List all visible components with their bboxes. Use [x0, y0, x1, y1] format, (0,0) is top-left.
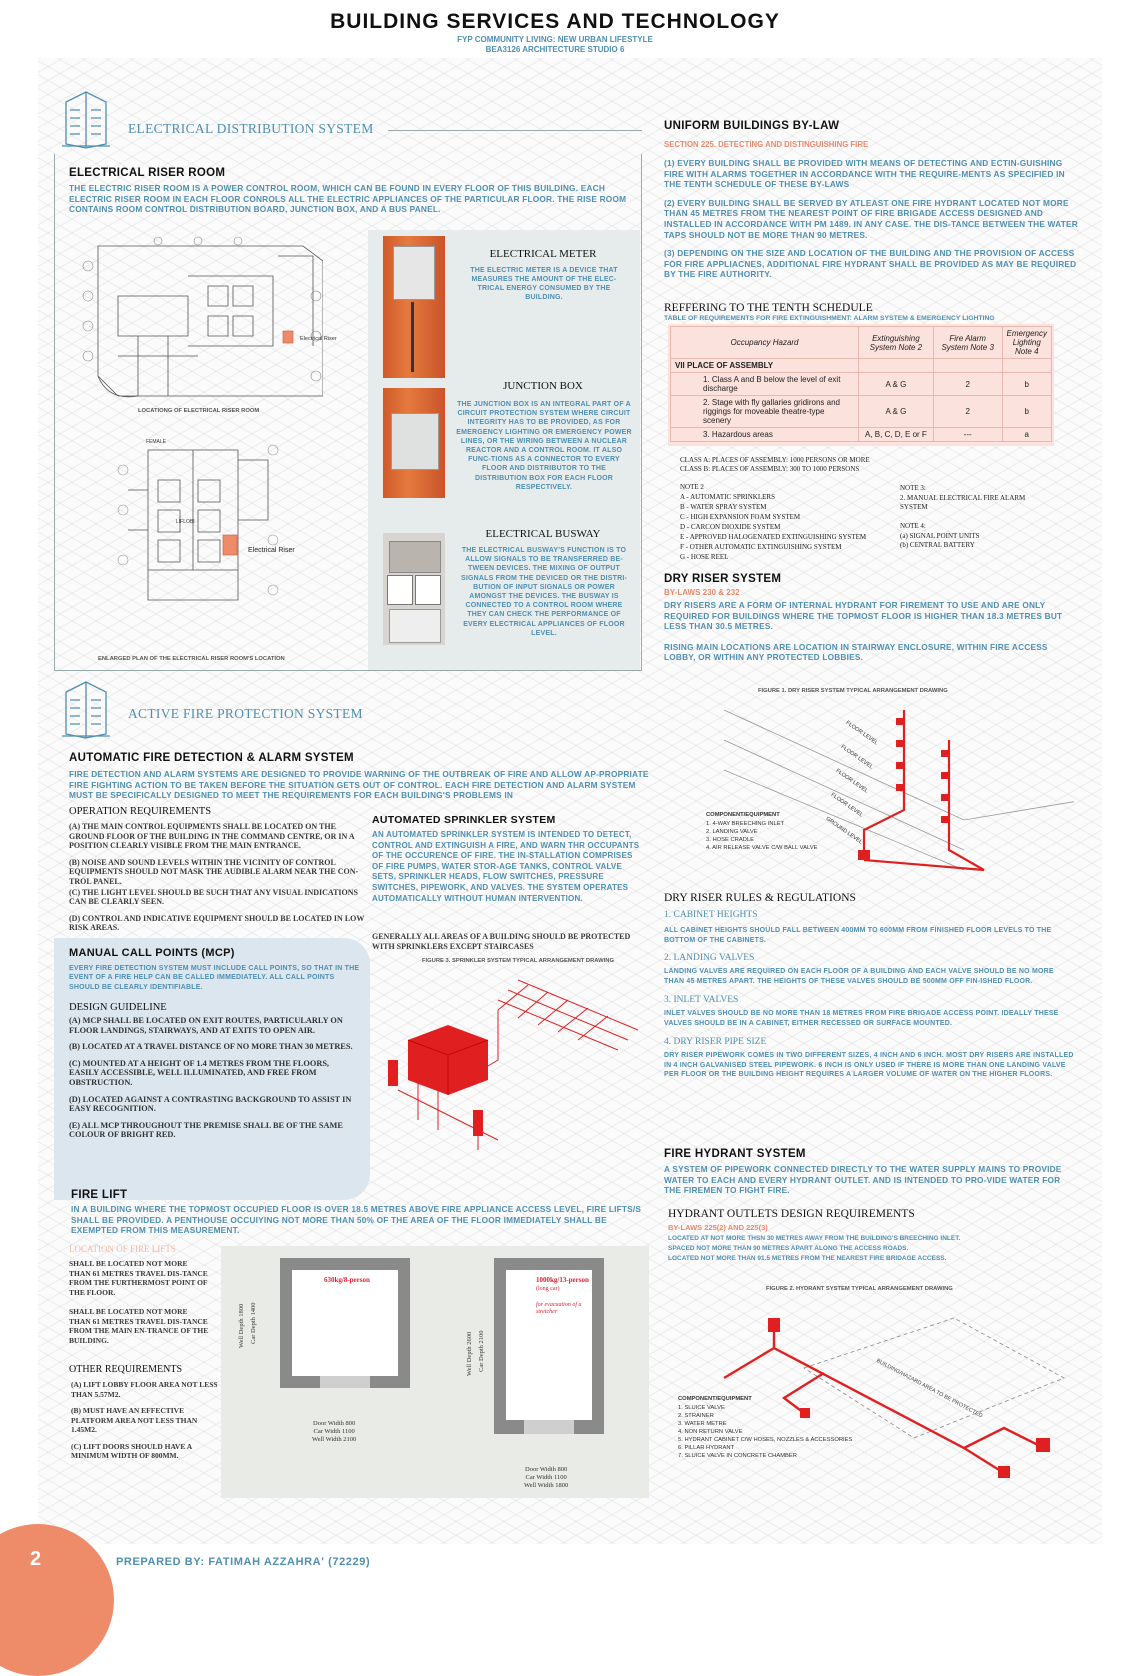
- bylaw-p3: (3) DEPENDING ON THE SIZE AND LOCATION OF THE BUILDING AND THE PROVISION OF ACCESS FOR FIRE APPLIACNES, ADDITIONAL FIRE HYDRANT SHALL BE PROVIDED AS MAY BE REQUIRED BY THE FIRE AUTHORITY.: [664, 248, 1077, 280]
- hydrant-components: COMPONENT/EQUIPMENT 1. SLUICE VALVE 2. STRAINER 3. WATER METRE 4. NON RETURN VALVE 5. HYDRANT CABINET C/W HOSES, NOZZLES & ACCESSORIES 6. PILLAR HYDRANT 7. SLUICE VALVE IN CONCRETE CHAMBER: [678, 1396, 853, 1459]
- junction-box-text: THE JUNCTION BOX IS AN INTEGRAL PART OF A CIRCUIT PROTECTION SYSTEM WHERE CIRCUIT INTEGRITY HAS TO BE PROVIDED, AS FOR EMERGENCY LIGHTING OR EMERGENCY POWER LINES, OR THE WIRING BETWEEN A NUCLEAR REACTOR AND A CONTROL ROOM. IT ALSO FUNC-TIONS AS A CONNECTOR TO EVERY FLOOR AND DISTRIBUTOR TO THE DISTRIBUTION BOX FOR EACH FLOOR RESPECTIVELY.: [456, 401, 632, 491]
- active-fire-section-title: ACTIVE FIRE PROTECTION SYSTEM: [128, 706, 363, 721]
- enlarged-plan-riser-label: Electrical Riser: [248, 547, 295, 554]
- page-number: 2: [30, 1548, 42, 1570]
- note-3-list: NOTE 3: 2. MANUAL ELECTRICAL FIRE ALARM SYSTEM: [900, 484, 1026, 511]
- note-2-list: NOTE 2 A - AUTOMATIC SPRINKLERS B - WATER SPRAY SYSTEM C - HIGH EXPANSION FOAM SYSTEM D - CARCON DIOXIDE SYSTEM E - APPROVED HALOGENATED EXTINGUISHING SYSTEM F - OTHER AUTOMATIC EXTINGUISHING SYSTEM G - HOSE REEL: [680, 483, 867, 561]
- floor-level-label: FLOOR LEVEL: [839, 744, 874, 771]
- lift-2-capacity-note: (long car): [536, 1286, 560, 1292]
- dry-riser-components: COMPONENT/EQUIPMENT 1. 4-WAY BREECHING INLET 2. LANDING VALVE 3. HOSE CRADLE 4. AIR RELEASE VALVE C/W BALL VALVE: [706, 812, 818, 851]
- section-rule: [388, 130, 642, 131]
- lift-2-dims: Door Width 800 Car Width 1100 Well Width 1800: [524, 1466, 569, 1489]
- busway-photo: [383, 533, 445, 645]
- hydrant-req-heading: HYDRANT OUTLETS DESIGN REQUIREMENTS: [668, 1208, 915, 1220]
- hydrant-area-label: BUILDING/HAZARD AREA TO BE PROTECTED: [875, 1358, 984, 1420]
- dry-riser-drawing: [664, 700, 1074, 880]
- page-title: BUILDING SERVICES AND TECHNOLOGY: [330, 10, 780, 33]
- building-icon: [60, 674, 112, 740]
- lift-1-dims: Door Width 800 Car Width 1100 Well Width 2100: [312, 1420, 357, 1443]
- hydrant-req-list: LOCATED AT NOT MORE THSN 30 METRES AWAY FROM THE BUILDING'S BREECHING INLET. SPACED NOT MORE THAN 90 METRES APART ALONG THE ACCESS ROADS. LOCATED NOT MORE THAN 91.5 METRES FROM THE NEAREST FIRE BRIDAGE ACCESS.: [668, 1235, 961, 1262]
- table-row: 2. Stage with fly gallaries gridirons and riggings for moveable theatre-type scenery A & G 2 b: [671, 396, 1052, 428]
- prepared-by: PREPARED BY: FATIMAH AZZAHRA' (72229): [116, 1556, 371, 1568]
- hydrant-text: A SYSTEM OF PIPEWORK CONNECTED DIRECTLY TO THE WATER SUPPLY MAINS TO PROVIDE WATER TO EACH AND EVERY HYDRANT OUTLET. AND IS INTENDED TO PRO-VIDE WATER FOR THE FIREMEN TO FIGHT FIRE.: [664, 1164, 1062, 1196]
- hydrant-heading: FIRE HYDRANT SYSTEM: [664, 1148, 806, 1160]
- junction-box-title: JUNCTION BOX: [503, 380, 583, 392]
- dry-riser-body: DRY RISERS ARE A FORM OF INTERNAL HYDRANT FOR FIREMENT TO USE AND ARE ONLY REQUIRED FOR BUILDINGS WHERE THE TOPMOST FLOOR IS HIGHER THAN 18.3 METRES BUT LESS THAN 30.5 METRES. RISING MAIN LOCATIONS ARE LOCATION IN STAIRWAY ENCLOSURE, WITHIN FIRE ACCESS LOBBY, OR WITHIN ANY PROTECTED LOBBIES.: [664, 600, 1063, 663]
- riser-room-heading: ELECTRICAL RISER ROOM: [69, 167, 226, 179]
- lift-2-car-depth: Car Depth 2100: [478, 1330, 485, 1372]
- riser-plan-label: Electrical Riser: [300, 336, 337, 342]
- page-number-badge: [0, 1524, 114, 1676]
- riser-location-plan: [78, 236, 323, 406]
- tenth-schedule-heading: REFFERING TO THE TENTH SCHEDULE: [664, 302, 873, 314]
- sprinkler-text: AN AUTOMATED SPRINKLER SYSTEM IS INTENDED TO DETECT, CONTROL AND EXTINGUISH A FIRE, AND WARN THR OCCUPANTS OF THE OCCURENCE OF FIRE. THE IN-STALLATION COMPRISES OF FIRE PUMPS, WATER STOR-AGE TANKS, CONTROL VALVE SETS, SPRINKLER HEADS, FLOW SWITCHES, PRESSURE SWITCHES, PIPEWORK, AND VALVES. THE SYSTEM OPERATES AUTOMATICALLY WITHOUT HUMAN INTERVENTION.: [372, 830, 640, 903]
- bylaw-heading: UNIFORM BUILDINGS BY-LAW: [664, 120, 840, 132]
- lift-1-capacity: 630kg/8-person: [324, 1276, 370, 1284]
- dry-riser-heading: DRY RISER SYSTEM: [664, 573, 782, 585]
- table-header: Occupancy Hazard: [671, 327, 859, 359]
- junction-box-photo: [383, 388, 445, 498]
- table-group: VII PLACE OF ASSEMBLY: [671, 359, 859, 373]
- fire-lift-location-heading: LOCATION OF FIRE LIFTS: [69, 1244, 176, 1254]
- table-header: Fire Alarm System Note 3: [933, 327, 1002, 359]
- sprinkler-figure-caption: FIGURE 3. SPRINKLER SYSTEM TYPICAL ARRANGEMENT DRAWING: [422, 958, 614, 964]
- floor-level-label: FLOOR LEVEL: [844, 720, 879, 747]
- table-header: Extinguishing System Note 2: [858, 327, 933, 359]
- table-row: 1. Class A and B below the level of exit discharge A & G 2 b: [671, 373, 1052, 396]
- bylaw-body: [664, 158, 1084, 284]
- lift-2-shaft: [494, 1258, 604, 1434]
- enlarged-riser-plan: [108, 430, 288, 610]
- lift-1-car-depth: Car Depth 1400: [250, 1302, 257, 1344]
- fire-lift-text: IN A BUILDING WHERE THE TOPMOST OCCUPIED FLOOR IS OVER 18.5 METRES ABOVE FIRE APPLIANCE ACCESS LEVEL, FIRE LIFTS/S SHALL BE PROVIDED. A PENTHOUSE OCCUIYING NOT MORE THAN 50% OF THE AREA OF THE FLOOR IMMEDIATELY SHALL BE EXEMPTED FROM THIS MEASUREMENT.: [71, 1204, 642, 1236]
- lift-2-capacity: 1000kg/13-person: [536, 1276, 589, 1284]
- class-notes: CLASS A: PLACES OF ASSEMBLY: 1000 PERSONS OR MORE CLASS B: PLACES OF ASSEMBLY: 300 TO 1000 PERSONS: [680, 456, 870, 473]
- bylaw-section: SECTION 225. DETECTING AND DISTINGUISHING FIRE: [664, 140, 869, 149]
- electrical-section-title: ELECTRICAL DISTRIBUTION SYSTEM: [128, 121, 374, 136]
- guideline-heading: DESIGN GUIDELINE: [69, 1002, 167, 1013]
- page-subtitle-2: BEA3126 ARCHITECTURE STUDIO 6: [485, 45, 625, 54]
- page-subtitle-1: FYP COMMUNITY LIVING: NEW URBAN LIFESTYLE: [457, 35, 653, 44]
- electrical-meter-text: THE ELECTRIC METER IS A DEVICE THAT MEASURES THE AMOUNT OF THE ELEC-TRICAL ENERGY CONSUMED BY THE BUILDING.: [470, 267, 618, 301]
- mcp-text: EVERY FIRE DETECTION SYSTEM MUST INCLUDE CALL POINTS, SO THAT IN THE EVENT OF A FIRE HELP CAN BE CALLED IMMEDIATELY. ALL CALL POINTS SHOULD BE CLEARLY IDENTIFIABLE.: [69, 965, 360, 991]
- sprinkler-drawing: [378, 970, 648, 1170]
- busway-text: THE ELECTRICAL BUSWAY'S FUNCTION IS TO ALLOW SIGNALS TO BE TRANSFERRED BE-TWEEN DEVICES. THE MIXING OF OUTPUT SIGNALS FROM THE DEVICED OR THE DISTRI-BUTION OF INPUT SIGNALS OR POWER AMONGST THE DEVICES. THE BUSWAY IS CONNECTED TO A CONTROL ROOM WHERE THEY CAN CHECK THE PERFORMANCE OF EVERY ELECTRICAL APPLIANCES OF FLOOR LEVEL.: [460, 547, 628, 637]
- building-icon: [60, 84, 112, 150]
- operation-heading: OPERATION REQUIREMENTS: [69, 806, 212, 817]
- table-row: 3. Hazardous areas A, B, C, D, E or F --- a: [671, 428, 1052, 442]
- enlarged-plan-caption: ENLARGED PLAN OF THE ELECTRICAL RISER ROOM'S LOCATION: [98, 656, 285, 662]
- other-req-list: (A) LIFT LOBBY FLOOR AREA NOT LESS THAN 5.57M2. (B) MUST HAVE AN EFFECTIVE PLATFORM AREA NOT LESS THAN 1.45M2. (C) LIFT DOORS SHOULD HAVE A MINIMUM WIDTH OF 800MM.: [71, 1380, 218, 1460]
- table-header: Emergency Lighting Note 4: [1002, 327, 1051, 359]
- hydrant-figure-caption: FIGURE 2. HYDRANT SYSTEM TYPICAL ARRANGEMENT DRAWING: [766, 1286, 953, 1292]
- riser-rules-list: 1. CABINET HEIGHTS ALL CABINET HEIGHTS SHOULD FALL BETWEEN 400MM TO 600MM FROM FINISHED FLOOR LEVELS TO THE BOTTOM OF THE CABINETS. 2. LANDING VALVES LANDING VALVES ARE REQUIRED ON EACH FLOOR OF A BUILDING AND EACH VALVE SHOULD BE NO MORE THAN 45 METRES APART. THE HEIGHTS OF THESE VALVES SHOULD BE 500MM OFF FIN-ISHED FLOOR. 3. INLET VALVES INLET VALVES SHOULD BE NO MORE THAN 18 METRES FROM FIRE BRIGADE ACCESS POINT. IDEALLY THESE VALVES SHOULD BE IN A CABINET, EITHER RECESSED OR SURFACE MOUNTED. 4. DRY RISER PIPE SIZE DRY RISER PIPEWORK COMES IN TWO DIFFERENT SIZES, 4 INCH AND 6 INCH. MOST DRY RISERS ARE INSTALLED IN 4 INCH GALVANISED STEEL PIPEWORK. 6 INCH IS ONLY USED IF THERE IS MORE THAN ONE LANDING VALVE PER FLOOR OR THE BUILDING HEIGHT REQUIRES A LARGER VOLUME OF WATER ON THE HIGHER FLOORS.: [664, 910, 1074, 1078]
- dry-riser-figure-caption: FIGURE 1. DRY RISER SYSTEM TYPICAL ARRANGEMENT DRAWING: [758, 688, 948, 694]
- sprinkler-heading: AUTOMATED SPRINKLER SYSTEM: [372, 814, 556, 826]
- guideline-list: (A) MCP SHALL BE LOCATED ON EXIT ROUTES, PARTICULARLY ON FLOOR LANDINGS, STAIRWAYS, AND AT EXITS TO OPEN AIR. (B) LOCATED AT A TRAVEL DISTANCE OF NO MORE THAN 30 METRES. (C) MOUNTED AT A HEIGHT OF 1.4 METRES FROM THE FLOORS, EASILY ACCESSIBLE, WELL ILLUMINATED, AND FREE FROM OBSTRUCTION. (D) LOCATED AGAINST A CONTRASTING BACKGROUND TO ASSIST IN EASY RECOGNITION. (E) ALL MCP THROUGHOUT THE PREMISE SHALL BE OF THE SAME COLOUR OF BRIGHT RED.: [69, 1016, 353, 1140]
- electrical-meter-title: ELECTRICAL METER: [489, 248, 597, 260]
- sprinkler-note: GENERALLY ALL AREAS OF A BUILDING SHOULD BE PROTECTED WITH SPRINKLERS EXCEPT STAIRCASES: [372, 932, 631, 951]
- lift-2-well-depth: Well Depth 2600: [466, 1331, 473, 1376]
- fire-lift-heading: FIRE LIFT: [71, 1189, 128, 1201]
- riser-room-text: THE ELECTRIC RISER ROOM IS A POWER CONTROL ROOM, WHICH CAN BE FOUND IN EVERY FLOOR OF THIS BUILDING. EACH ELECTRIC RISER ROOM IN EACH FLOOR CONROLS ALL THE ELECTRIC APPLIANCES OF THE PARTICULAR FLOOR. THE RISE ROOM CONTAINS ROOM CONTROL DISTRIBUTION BOARD, JUNCTION BOX, AND A BUS PANEL.: [69, 183, 627, 215]
- alarm-text: FIRE DETECTION AND ALARM SYSTEMS ARE DESIGNED TO PROVIDE WARNING OF THE OUTBREAK OF FIRE AND ALLOW AP-PROPRIATE FIRE FIGHTING ACTION TO BE TAKEN BEFORE THE SITUATION GETS OUT OF CONTROL. EACH FIRE DETECTION AND ALARM SYSTEM MUST BE SPECIFICALLY DESIGNED TO MEET THE REQUIREMENTS FOR EACH BUILDING'S PROBLEMS IN: [69, 769, 649, 801]
- tenth-schedule-sub: TABLE OF REQUIREMENTS FOR FIRE EXTINGUISHMENT: ALARM SYSTEM & EMERGENCY LIGHTING: [664, 315, 995, 322]
- electrical-meter-photo: [383, 236, 445, 378]
- alarm-heading: AUTOMATIC FIRE DETECTION & ALARM SYSTEM: [69, 752, 354, 764]
- enlarged-plan-female-label: FEMALE: [146, 439, 167, 445]
- dry-riser-bylaws: BY-LAWS 230 & 232: [664, 588, 740, 597]
- operation-list: (A) THE MAIN CONTROL EQUIPMENTS SHALL BE LOCATED ON THE GROUND FLOOR OF THE BUILDING IN THE COMMAND CENTRE, OR IN A POSITION CLEARLY VISIBLE FROM THE MAIN ENTRANCE. (B) NOISE AND SOUND LEVELS WITHIN THE VICINITY OF CONTROL EQUIPMENTS SHOULD NOT MASK THE AUDIBLE ALARM NEAR THE CON-TROL PANEL. (C) THE LIGHT LEVEL SHOULD BE SUCH THAT ANY VISUAL INDICATIONS CAN BE CLEARLY SEEN. (D) CONTROL AND INDICATIVE EQUIPMENT SHOULD BE LOCATED IN LOW RISK AREAS.: [69, 822, 365, 933]
- busway-title: ELECTRICAL BUSWAY: [485, 528, 601, 540]
- requirements-table: [670, 326, 1052, 442]
- note-4-list: NOTE 4: (a) SIGNAL POINT UNITS (b) CENTRAL BATTERY: [900, 522, 980, 549]
- other-req-heading: OTHER REQUIREMENTS: [69, 1364, 183, 1375]
- lift-1-well-depth: Well Depth 1800: [238, 1303, 245, 1348]
- riser-rules-heading: DRY RISER RULES & REGULATIONS: [664, 892, 856, 904]
- riser-plan-caption: LOCATIONG OF ELECTRICAL RISER ROOM: [138, 408, 260, 414]
- poster-board: [38, 58, 1102, 1544]
- floor-level-label: FLOOR LEVEL: [834, 768, 869, 795]
- enlarged-plan-lobby-label: LIFLOBI: [176, 519, 195, 525]
- floor-level-label: GROUND LEVEL: [824, 816, 864, 846]
- fire-lift-location-list: SHALL BE LOCATED NOT MORE THAN 61 METRES TRAVEL DIS-TANCE FROM THE FURTHERMOST POINT OF THE FLOOR. SHALL BE LOCATED NOT MORE THAN 61 METRES TRAVEL DIS-TANCE FROM THE MAIN EN-TRANCE OF THE BUILDING.: [69, 1259, 209, 1345]
- floor-level-label: FLOOR LEVEL: [829, 792, 864, 819]
- lift-2-stretcher-note: for evacuation of a stretcher: [536, 1302, 582, 1315]
- mcp-heading: MANUAL CALL POINTS (MCP): [69, 947, 235, 959]
- bylaw-p1: (1) EVERY BUILDING SHALL BE PROVIDED WITH MEANS OF DETECTING AND ECTIN-GUISHING FIRE WITH ALARMS TOGETHER IN ACCORDANCE WITH THE REQUIRE-MENTS AS SPECIFIED IN THE TENTH SCHEDULE OF THESE BY-LAWS: [664, 158, 1065, 190]
- bylaw-p2: (2) EVERY BUILDING SHALL BE SERVED BY ATLEAST ONE FIRE HYDRANT LOCATED NOT MORE THAN 45 METRES FROM THE NEAREST POINT OF FIRE BRIGADE ACCESS DESIGNED AND INSTALLED IN ACCORDANCE WITH PM 1489. IN ANY CASE. THE DIS-TANCE BETWEEN THE WATER TAPS SHOULD NOT BE MORE THAN 90 METRES.: [664, 197, 1078, 240]
- hydrant-bylaws: BY-LAWS 225(2) AND 225(3): [668, 1223, 768, 1232]
